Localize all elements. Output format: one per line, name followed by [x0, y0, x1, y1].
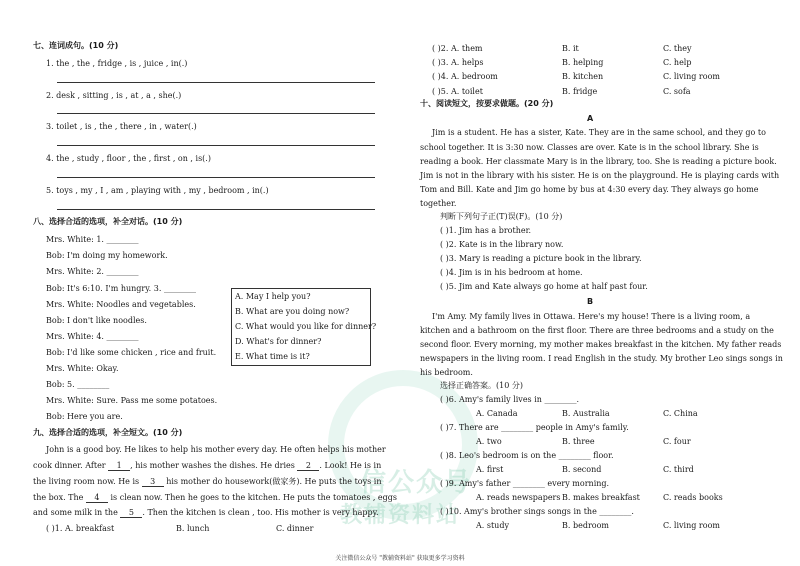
mc-8-a: A. first	[476, 465, 504, 474]
choice-2-question: ( )2. A. them	[432, 44, 483, 53]
mc-9-b: B. makes breakfast	[562, 493, 640, 502]
passage-b-line: newspapers in the living room. I read English in the study. My brother Leo sings songs in	[420, 354, 783, 363]
tf-item: ( )1. Jim has a brother.	[440, 226, 532, 235]
blank-5[interactable]: 5	[120, 509, 142, 518]
tf-item: ( )3. Mary is reading a picture book in the library.	[440, 254, 642, 263]
passage-a-line: reading a book. Her classmate Mary is in the library, too. She is reading a picture book.	[420, 157, 777, 166]
answer-line-2	[57, 113, 375, 114]
blank-4[interactable]: 4	[86, 494, 108, 503]
footer-note: 关注微信公众号 "教辅资料站" 获取更多学习资料	[335, 555, 465, 562]
blank-3[interactable]: 3	[142, 478, 164, 487]
mc-6-b: B. Australia	[562, 409, 610, 418]
passage-b-line: kitchen and a bathroom on the first floor. There are three bedrooms and a study on the	[420, 326, 774, 335]
mc-10-c: C. living room	[663, 521, 720, 530]
tf-item: ( )2. Kate is in the library now.	[440, 240, 564, 249]
cloze-line-1: John is a good boy. He likes to help his mother every day. He often helps his mother	[46, 445, 386, 454]
mc-6-c: C. China	[663, 409, 698, 418]
section-7-heading: 七、连词成句。(10 分)	[33, 41, 119, 50]
choice-2-b: B. it	[562, 44, 579, 53]
mc-8-b: B. second	[562, 465, 602, 474]
mc-6-a: A. Canada	[476, 409, 518, 418]
dialogue-line: Mrs. White: Okay.	[46, 364, 119, 373]
choice-2-c: C. they	[663, 44, 692, 53]
mc-10-b: B. bedroom	[562, 521, 609, 530]
answer-line-3	[57, 145, 375, 146]
option-e: E. What time is it?	[235, 352, 310, 361]
tf-item: ( )4. Jim is in his bedroom at home.	[440, 268, 583, 277]
dialogue-line: Bob: 5. ________	[46, 380, 110, 389]
choice-3-question: ( )3. A. helps	[432, 58, 484, 67]
passage-a-label: A	[587, 114, 594, 123]
passage-b-label: B	[587, 297, 594, 306]
mc-9-a: A. reads newspapers	[476, 493, 561, 502]
cloze-line-5: and some milk in the 5 . Then the kitchen is clean , too. His mother is very happy.	[33, 508, 379, 517]
section-8-heading: 八、选择合适的选项，补全对话。(10 分)	[33, 217, 183, 226]
passage-a-line: school together. It is 3:30 now. Classes are over. Kate is in the school library. She is	[420, 143, 759, 152]
passage-b-line: second floor. Every morning, my mother makes breakfast in the kitchen. My father reads	[420, 340, 782, 349]
dialogue-line: Bob: I'm doing my homework.	[46, 251, 168, 260]
choice-4-question: ( )4. A. bedroom	[432, 72, 498, 81]
blank-2[interactable]: 2	[297, 462, 319, 471]
sentence-item-1: 1. the , the , fridge , is , juice , in(.)	[46, 59, 188, 68]
sentence-item-4: 4. the , study , floor , the , first , on , is(.)	[46, 154, 211, 163]
choice-4-c: C. living room	[663, 72, 720, 81]
mc-7-a: A. two	[476, 437, 502, 446]
blank-1[interactable]: 1	[108, 462, 130, 471]
tf-item: ( )5. Jim and Kate always go home at half past four.	[440, 282, 648, 291]
option-b: B. What are you doing now?	[235, 307, 350, 316]
choice-3-c: C. help	[663, 58, 692, 67]
option-c: C. What would you like for dinner?	[235, 322, 377, 331]
dialogue-line: Bob: Here you are.	[46, 412, 123, 421]
section-9-heading: 九、选择合适的选项，补全短文。(10 分)	[33, 428, 183, 437]
choice-5-b: B. fridge	[562, 87, 598, 96]
option-a: A. May I help you?	[235, 292, 311, 301]
dialogue-line: Mrs. White: Noodles and vegetables.	[46, 300, 196, 309]
choice-5-question: ( )5. A. toilet	[432, 87, 483, 96]
watermark-text-2: 教辅资料站	[340, 503, 461, 528]
passage-a-line: together.	[420, 199, 457, 208]
passage-b-line: his bedroom.	[420, 368, 473, 377]
dialogue-line: Mrs. White: Sure. Pass me some potatoes.	[46, 396, 218, 405]
mc-8-c: C. third	[663, 465, 694, 474]
dialogue-line: Mrs. White: 2. ________	[46, 267, 139, 276]
passage-a-line: Jim is not in the library with his sister. He is on the playground. He is playing cards with	[420, 171, 780, 180]
cloze-line-4: the box. The 4 is clean now. Then he goes to the kitchen. He puts the tomatoes , eggs	[33, 493, 398, 502]
answer-line-1	[57, 82, 375, 83]
mc-9-c: C. reads books	[663, 493, 723, 502]
watermark-text-1: 信公众号	[360, 468, 473, 498]
dialogue-line: Mrs. White: 1. ________	[46, 235, 139, 244]
sentence-item-3: 3. toilet , is , the , there , in , water(.)	[46, 122, 197, 131]
mc-question-7: ( )7. There are ________ people in Amy's family.	[440, 423, 629, 432]
mc-heading: 选择正确答案。(10 分)	[440, 381, 523, 390]
option-d: D. What's for dinner?	[235, 337, 322, 346]
choice-1-question: ( )1. A. breakfast	[46, 524, 115, 533]
mc-7-b: B. three	[562, 437, 595, 446]
choice-5-c: C. sofa	[663, 87, 691, 96]
answer-line-4	[57, 177, 375, 178]
tf-heading: 判断下列句子正(T)误(F)。(10 分)	[440, 212, 563, 221]
mc-question-6: ( )6. Amy's family lives in ________.	[440, 395, 580, 404]
passage-b-line: I'm Amy. My family lives in Ottawa. Here's my house! There is a living room, a	[432, 312, 751, 321]
mc-7-c: C. four	[663, 437, 691, 446]
cloze-line-2: cook dinner. After 1 , his mother washes the dishes. He dries 2 . Look! He is in	[33, 461, 382, 470]
mc-question-8: ( )8. Leo's bedroom is on the ________ floor.	[440, 451, 614, 460]
dialogue-line: Bob: I'd like some chicken , rice and fruit.	[46, 348, 217, 357]
dialogue-line: Bob: I don't like noodles.	[46, 316, 147, 325]
choice-1-b: B. lunch	[176, 524, 210, 533]
mc-question-9: ( )9. Amy's father ________ every morning.	[440, 479, 610, 488]
passage-a-line: Tom and Bill. Kate and Jim go home by bus at 4:30 every day. They always go home	[420, 185, 759, 194]
choice-1-c: C. dinner	[276, 524, 314, 533]
choice-4-b: B. kitchen	[562, 72, 604, 81]
cloze-line-3: the living room now. He is 3 his mother do housework(做家务). He puts the toys in	[33, 477, 382, 486]
choice-3-b: B. helping	[562, 58, 604, 67]
mc-10-a: A. study	[476, 521, 509, 530]
sentence-item-5: 5. toys , my , I , am , playing with , my , bedroom , in(.)	[46, 186, 269, 195]
sentence-item-2: 2. desk , sitting , is , at , a , she(.)	[46, 91, 182, 100]
dialogue-line: Bob: It's 6:10. I'm hungry. 3. ________	[46, 284, 196, 293]
passage-a-line: Jim is a student. He has a sister, Kate. They are in the same school, and they go to	[432, 128, 766, 137]
section-10-heading: 十、阅读短文，按要求做题。(20 分)	[420, 99, 554, 108]
mc-question-10: ( )10. Amy's brother sings songs in the ________.	[440, 507, 634, 516]
dialogue-line: Mrs. White: 4. ________	[46, 332, 139, 341]
answer-line-5	[57, 209, 375, 210]
